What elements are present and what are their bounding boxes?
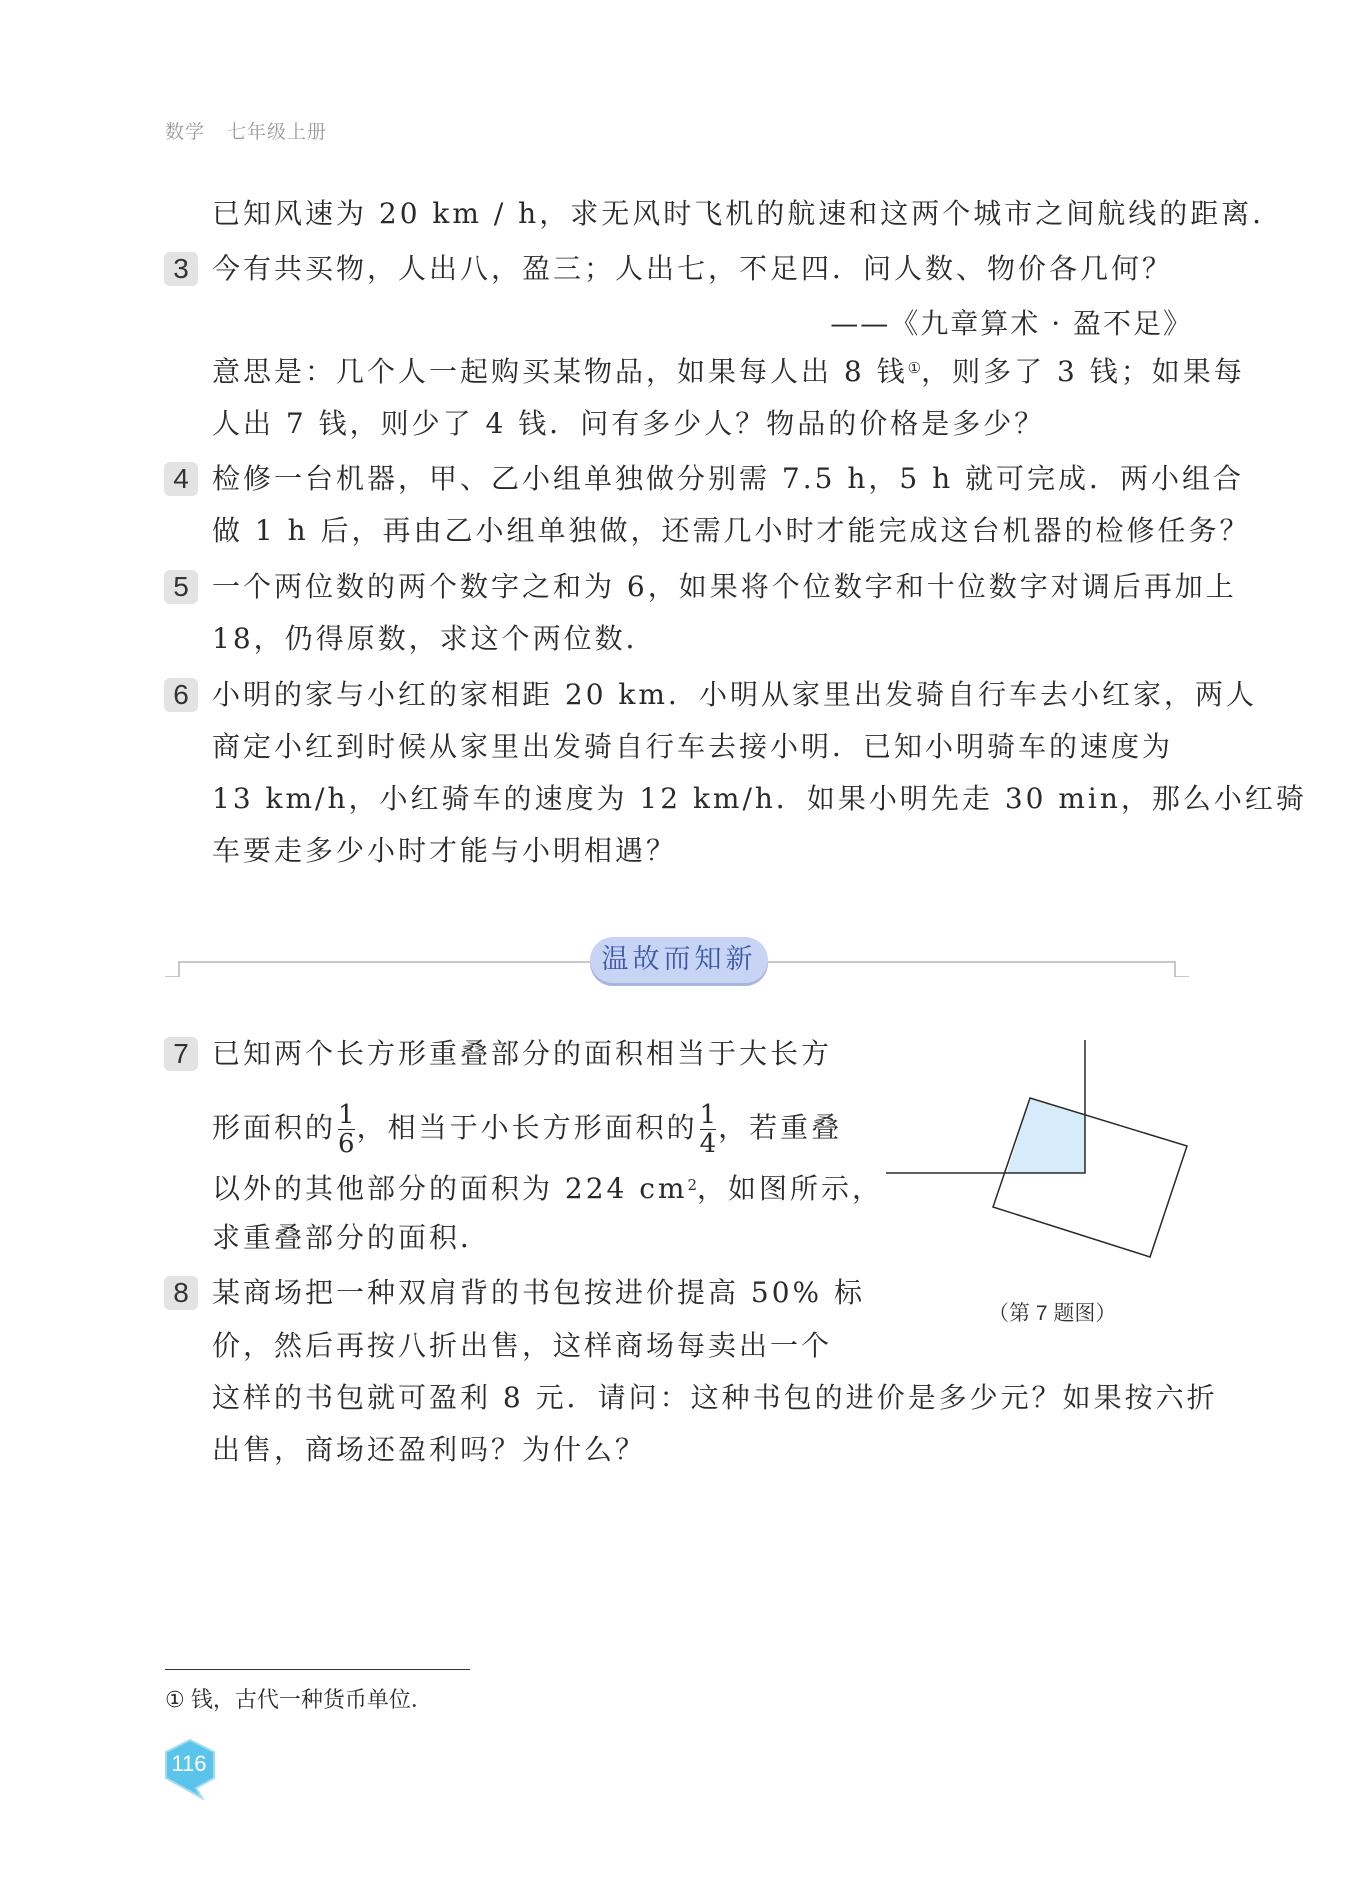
problem-7-line-2c: ，若重叠: [718, 1111, 843, 1144]
running-header: [165, 117, 327, 144]
problem-number-badge: 6: [164, 678, 198, 712]
problem-6-line-2: 商定小红到时候从家里出发骑自行车去接小明．已知小明骑车的速度为: [212, 730, 1174, 763]
problem-3-line-2b: ，则多了 3 钱；如果每: [921, 355, 1245, 388]
problem-4-line-2: 做 1 h 后，再由乙小组单独做，还需几小时才能完成这台机器的检修任务？: [212, 514, 1251, 547]
problem-7-line-2b: ，相当于小长方形面积的: [356, 1111, 698, 1144]
problem-5-line-2: 18，仍得原数，求这个两位数．: [212, 622, 657, 655]
problem-number-badge: 8: [164, 1276, 198, 1310]
fraction-denominator: 4: [699, 1129, 717, 1159]
problem-6-line-4: 车要走多少小时才能与小明相遇？: [212, 834, 678, 867]
fraction-numerator: 1: [338, 1100, 355, 1130]
problem-7-line-3b: ，如图所示，: [697, 1172, 884, 1205]
problem-7-line-3: [212, 1171, 883, 1207]
problem-7-line-2: [212, 1094, 842, 1162]
problem-6-line-3: 13 km/h，小红骑车的速度为 12 km/h．如果小明先走 30 min，那么小红骑: [212, 782, 1307, 815]
problem-4-line-1: 检修一台机器，甲、乙小组单独做分别需 7.5 h，5 h 就可完成．两小组合: [212, 462, 1245, 495]
problem-3-line-2a: 意思是：几个人一起购买某物品，如果每人出 8 钱: [212, 355, 908, 388]
fraction-one-sixth: [338, 1101, 355, 1158]
problem-3-line-1: 今有共买物，人出八，盈三；人出七，不足四．问人数、物价各几何？: [212, 252, 1174, 285]
problem-6-line-1: 小明的家与小红的家相距 20 km．小明从家里出发骑自行车去小红家，两人: [212, 678, 1257, 711]
fraction-denominator: 6: [338, 1129, 355, 1159]
small-rectangle: [993, 1098, 1187, 1257]
page-number: 116: [171, 1751, 207, 1776]
footnote-rule: [165, 1669, 470, 1670]
problem-5-line-1: 一个两位数的两个数字之和为 6，如果将个位数字和十位数字对调后再加上: [212, 570, 1237, 603]
footnote: ① 钱，古代一种货币单位．: [165, 1687, 433, 1712]
footnote-marker[interactable]: ①: [907, 359, 922, 377]
problem-7-line-1: 已知两个长方形重叠部分的面积相当于大长方: [212, 1037, 833, 1070]
figure-caption: （第 7 题图）: [988, 1302, 1117, 1325]
problem-2-tail: 已知风速为 20 km / h，求无风时飞机的航速和这两个城市之间航线的距离．: [212, 197, 1284, 230]
problem-7-line-4: 求重叠部分的面积．: [212, 1221, 492, 1254]
problem-number-badge: 5: [164, 570, 198, 604]
overlap-region: [1007, 1098, 1085, 1173]
problem-7-line-3a: 以外的其他部分的面积为 224 cm: [212, 1172, 688, 1205]
problem-number-badge: 7: [164, 1037, 198, 1071]
section-title: 温故而知新: [590, 937, 768, 983]
problem-number-badge: 3: [164, 252, 198, 286]
header-subject: 数学: [165, 122, 206, 143]
problem-3-line-3: 人出 7 钱，则少了 4 钱．问有多少人？物品的价格是多少？: [212, 407, 1046, 440]
problem-number-badge: 4: [164, 462, 198, 496]
problem-8-line-4: 出售，商场还盈利吗？为什么？: [212, 1433, 647, 1466]
superscript-2: 2: [687, 1176, 698, 1194]
problem-3-source: ——《九章算术 · 盈不足》: [830, 307, 1193, 340]
problem-3-line-2: [212, 354, 1245, 390]
overlap-rectangles-figure: [880, 1035, 1200, 1265]
problem-8-line-3: 这样的书包就可盈利 8 元．请问：这种书包的进价是多少元？如果按六折: [212, 1381, 1218, 1414]
problem-8-line-2: 价，然后再按八折出售，这样商场每卖出一个: [212, 1329, 833, 1362]
fraction-one-quarter: [700, 1101, 717, 1158]
problem-7-line-2a: 形面积的: [212, 1111, 337, 1144]
problem-8-line-1: 某商场把一种双肩背的书包按进价提高 50% 标: [212, 1276, 866, 1309]
header-grade: 七年级上册: [227, 122, 328, 143]
fraction-numerator: 1: [699, 1100, 717, 1130]
